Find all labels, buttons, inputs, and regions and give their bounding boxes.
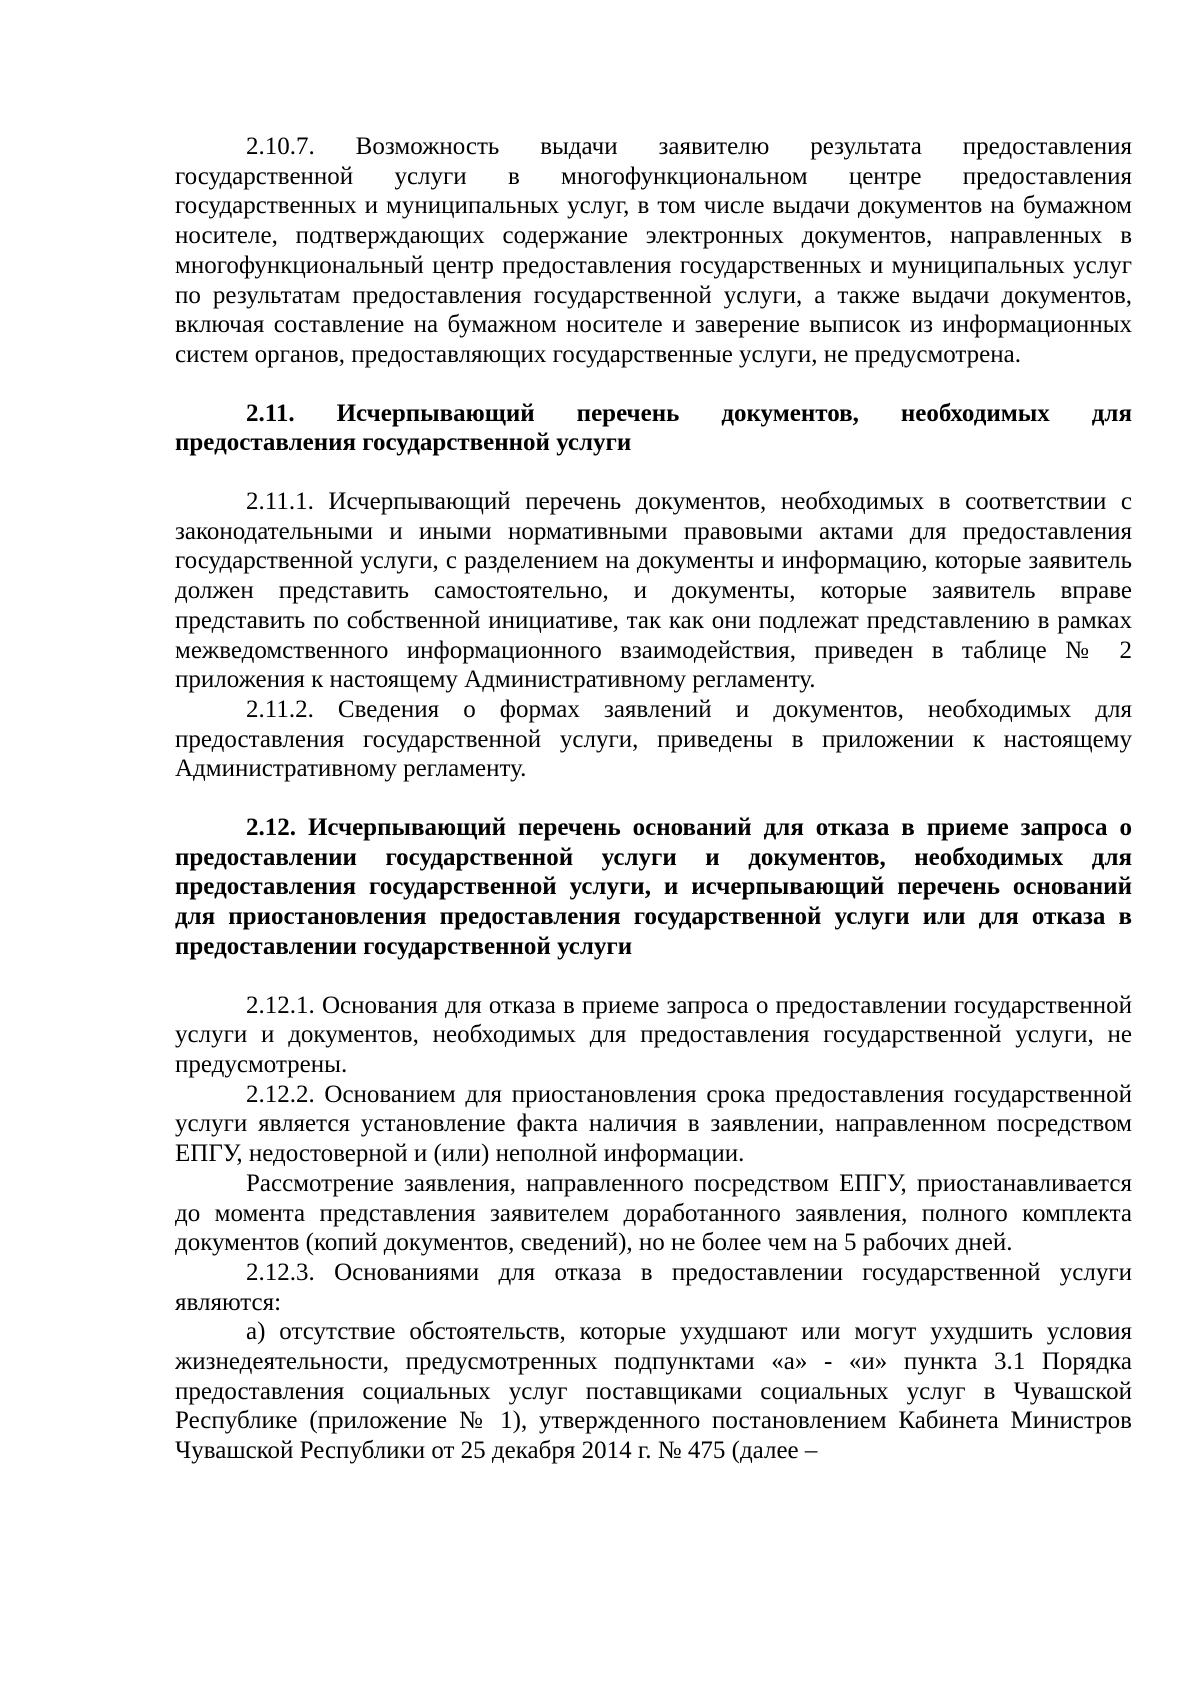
paragraph-subitem-a: а) отсутствие обстоятельств, которые ухудшают или могут ухудшить условия жизнедеятельности, предусмотренных подпунктами «а» - «и» пункта 3.1 Порядка предоставления социальных услуг поставщиками социальных услуг в Чувашской Республике (приложение № 1), утвержденного постановлением Кабинета Министров Чувашской Республики от 25 декабря 2014 г. № 475 (далее – xyxy=(175,1318,1132,1465)
paragraph-2-12-2: 2.12.2. Основанием для приостановления срока предоставления государственной услуги является установление факта наличия в заявлении, направленном посредством ЕПГУ, недостоверной и (или) неполной информации. xyxy=(175,1080,1132,1168)
paragraph-2-10-7: 2.10.7. Возможность выдачи заявителю результата предоставления государственной услуги в многофункциональном центре предоставления государственных и муниципальных услуг, в том числе выдачи документов на бумажном носителе, подтверждающих содержание электронных документов, направленных в многофункциональный центр предоставления государственных и муниципальных услуг по результатам предоставления государственной услуги, а также выдачи документов, включая составление на бумажном носителе и заверение выписок из информационных систем органов, предоставляющих государственные услуги, не предусмотрена. xyxy=(175,133,1132,368)
heading-2-12: 2.12. Исчерпывающий перечень оснований для отказа в приеме запроса о предоставлении государственной услуги и документов, необходимых для предоставления государственной услуги, и исчерпывающий перечень оснований для приостановления предоставления государственной услуги или для отказа в предоставлении государственной услуги xyxy=(175,814,1132,960)
paragraph-review-suspension: Рассмотрение заявления, направленного посредством ЕПГУ, приостанавливается до момента представления заявителем доработанного заявления, полного комплекта документов (копий документов, сведений), но не более чем на 5 рабочих дней. xyxy=(175,1169,1132,1257)
heading-2-11: 2.11. Исчерпывающий перечень документов, необходимых для предоставления государственной услуги xyxy=(175,399,1132,457)
paragraph-2-12-1: 2.12.1. Основания для отказа в приеме запроса о предоставлении государственной услуги и документов, необходимых для предоставления государственной услуги, не предусмотрены. xyxy=(175,991,1132,1078)
paragraph-2-12-3: 2.12.3. Основаниями для отказа в предоставлении государственной услуги являются: xyxy=(175,1258,1132,1316)
document-page xyxy=(175,132,1132,1466)
paragraph-2-11-2: 2.11.2. Сведения о формах заявлений и документов, необходимых для предоставления государственной услуги, приведены в приложении к настоящему Административному регламенту. xyxy=(175,695,1132,783)
paragraph-2-11-1: 2.11.1. Исчерпывающий перечень документов, необходимых в соответствии с законодательными и иными нормативными правовыми актами для предоставления государственной услуги, с разделением на документы и информацию, которые заявитель должен представить самостоятельно, и документы, которые заявитель вправе представить по собственной инициативе, так как они подлежат представлению в рамках межведомственного информационного взаимодействия, приведен в таблице № 2 приложения к настоящему Административному регламенту. xyxy=(175,488,1132,694)
